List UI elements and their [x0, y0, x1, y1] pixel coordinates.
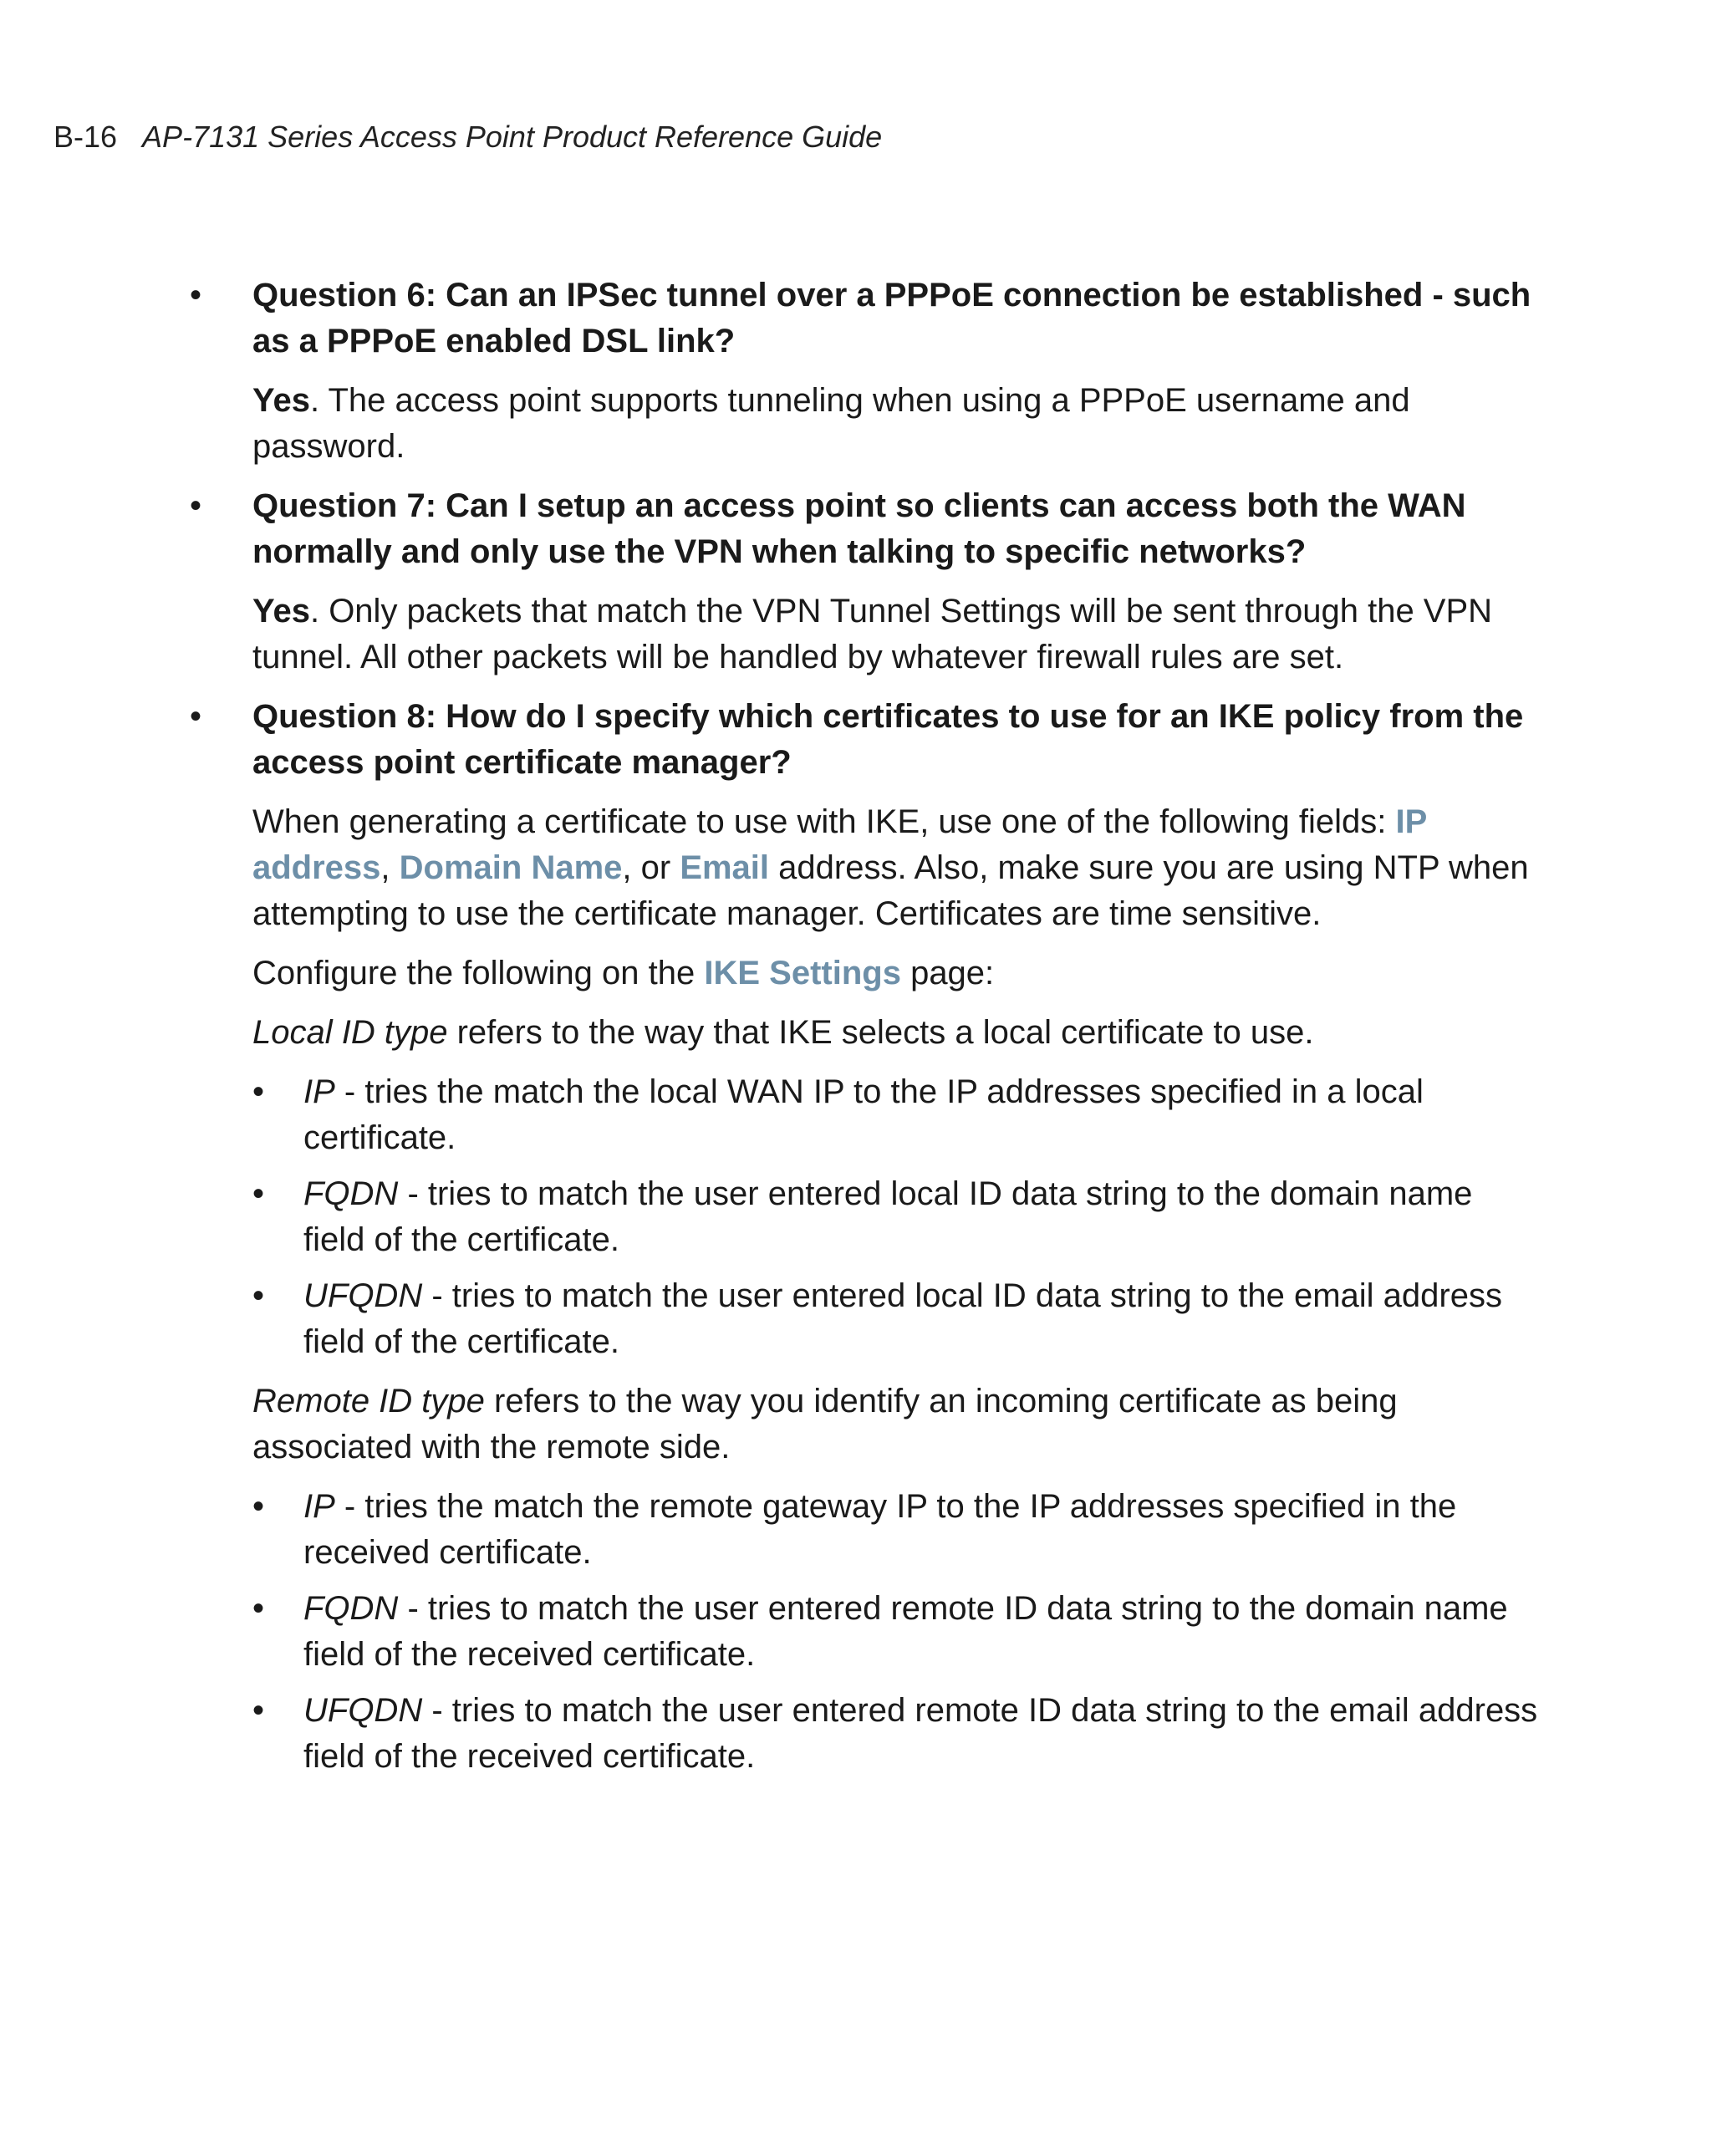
list-item	[252, 1273, 1540, 1365]
paragraph-text: page:	[900, 955, 995, 991]
answer-7	[252, 589, 1540, 680]
page-header	[54, 117, 882, 157]
item-term: FQDN	[303, 1175, 399, 1212]
bullet-icon: •	[252, 1277, 265, 1314]
answer-6-lead: Yes	[252, 382, 310, 419]
question-6-text: Question 6: Can an IPSec tunnel over a PPPoE connection be established - such as a PPPoE enabled DSL link?	[252, 277, 1531, 359]
remote-id-type-paragraph	[252, 1379, 1540, 1470]
local-id-list	[252, 1069, 1540, 1365]
paragraph-text: , or	[622, 849, 680, 886]
question-8-text: Question 8: How do I specify which certificates to use for an IKE policy from the access point certificate manager?	[252, 698, 1524, 781]
list-item	[252, 1171, 1540, 1263]
question-7-text: Question 7: Can I setup an access point so clients can access both the WAN normally and only use the VPN when talking to specific networks?	[252, 487, 1466, 570]
local-id-type-term: Local ID type	[252, 1014, 448, 1051]
item-desc: - tries the match the remote gateway IP to the IP addresses specified in the received certificate.	[303, 1488, 1457, 1571]
item-term: FQDN	[303, 1590, 399, 1627]
bullet-icon: •	[190, 698, 202, 735]
bullet-icon: •	[252, 1692, 265, 1729]
bullet-icon: •	[252, 1073, 265, 1110]
answer-6	[252, 378, 1540, 470]
question-8	[190, 694, 1540, 786]
answer-6-text: . The access point supports tunneling when using a PPPoE username and password.	[252, 382, 1410, 465]
item-desc: - tries to match the user entered local ID data string to the domain name field of the certificate.	[303, 1175, 1473, 1258]
item-desc: - tries to match the user entered remote ID data string to the email address field of the received certificate.	[303, 1692, 1538, 1775]
bullet-icon: •	[190, 277, 202, 313]
bullet-icon: •	[252, 1590, 265, 1627]
remote-id-list	[252, 1484, 1540, 1780]
answer-8-paragraph-2	[252, 951, 1540, 996]
domain-name-link[interactable]: Domain Name	[399, 849, 623, 886]
paragraph-text: When generating a certificate to use with IKE, use one of the following fields:	[252, 803, 1396, 840]
ike-settings-link[interactable]: IKE Settings	[704, 955, 901, 991]
paragraph-text: address. Also, make sure you are using NTP when attempting to use the certificate manager. Certificates are time sensitive.	[252, 849, 1529, 932]
local-id-type-desc: refers to the way that IKE selects a local certificate to use.	[447, 1014, 1314, 1051]
remote-id-type-desc: refers to the way you identify an incoming certificate as being associated with the remote side.	[252, 1383, 1398, 1465]
page-number: B-16	[54, 120, 118, 154]
item-term: UFQDN	[303, 1277, 423, 1314]
bullet-icon: •	[252, 1488, 265, 1525]
item-desc: - tries the match the local WAN IP to the IP addresses specified in a local certificate.	[303, 1073, 1424, 1156]
item-desc: - tries to match the user entered remote ID data string to the domain name field of the received certificate.	[303, 1590, 1508, 1673]
faq-content	[190, 273, 1540, 1793]
guide-title: AP-7131 Series Access Point Product Reference Guide	[142, 120, 883, 154]
remote-id-type-term: Remote ID type	[252, 1383, 485, 1419]
email-link[interactable]: Email	[680, 849, 770, 886]
answer-7-lead: Yes	[252, 593, 310, 629]
ip-address-link[interactable]: IP address	[252, 803, 1427, 886]
list-item	[252, 1069, 1540, 1161]
item-term: IP	[303, 1073, 335, 1110]
list-item	[252, 1586, 1540, 1678]
item-desc: - tries to match the user entered local ID data string to the email address field of the certificate.	[303, 1277, 1502, 1360]
paragraph-text: ,	[380, 849, 400, 886]
question-6	[190, 273, 1540, 364]
list-item	[252, 1484, 1540, 1576]
item-term: UFQDN	[303, 1692, 423, 1729]
local-id-type-paragraph	[252, 1010, 1540, 1056]
answer-7-text: . Only packets that match the VPN Tunnel Settings will be sent through the VPN tunnel. All other packets will be handled by whatever firewall rules are set.	[252, 593, 1493, 675]
bullet-icon: •	[252, 1175, 265, 1212]
list-item	[252, 1688, 1540, 1780]
answer-8-paragraph-1	[252, 799, 1540, 937]
item-term: IP	[303, 1488, 335, 1525]
question-7	[190, 483, 1540, 575]
bullet-icon: •	[190, 487, 202, 524]
paragraph-text: Configure the following on the	[252, 955, 705, 991]
